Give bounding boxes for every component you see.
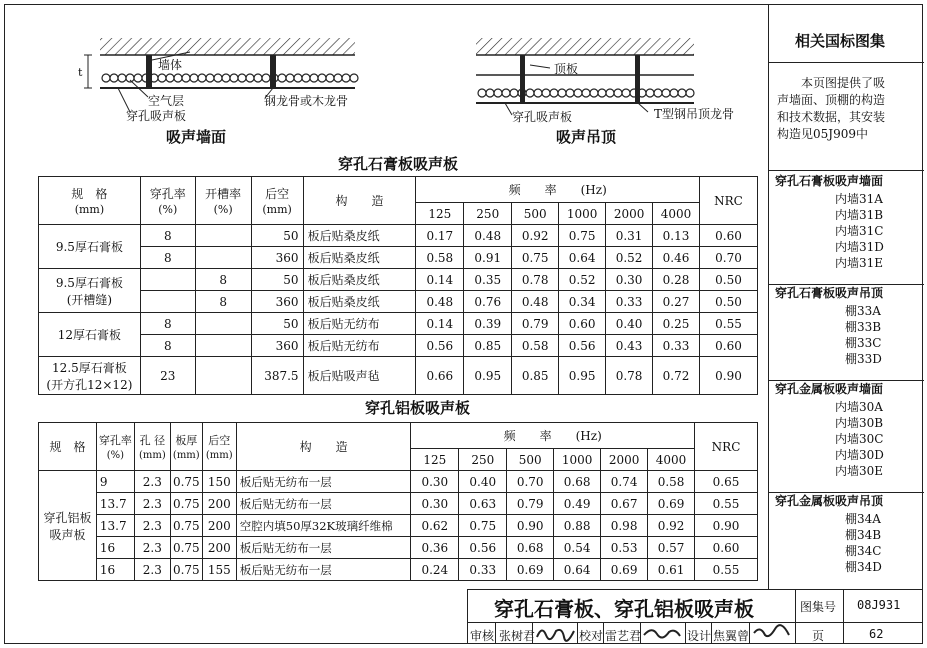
coef-cell: 0.69 [507,559,554,581]
perf-cell: 23 [140,357,195,395]
coef-cell: 0.27 [653,291,700,313]
coef-cell: 0.68 [507,537,554,559]
coef-cell: 0.78 [512,269,559,291]
gypsum-freq-header: 1000 [559,203,606,225]
design-label: 设计 [687,629,712,643]
gypsum-header-slot: 开槽率 (%) [195,177,251,225]
atlas-ref-item: 内墙31E [835,256,884,270]
nrc-cell: 0.60 [700,335,758,357]
alu-header-construct: 构 造 [236,423,411,471]
nrc-cell: 0.90 [700,357,758,395]
gypsum-spec: 12.5厚石膏板 [52,360,127,375]
coef-cell: 0.95 [559,357,606,395]
table-row [39,313,758,335]
construct-cell: 板后贴无纺布一层 [236,493,411,515]
cavity-cell: 387.5 [251,357,303,395]
coef-cell: 0.68 [554,471,601,493]
coef-cell: 0.75 [512,247,559,269]
slot-cell [195,357,251,395]
coef-cell: 0.88 [554,515,601,537]
panel-wave-bottom [102,78,358,82]
note-line: 声墙面、顶棚的构造 [777,93,886,107]
atlas-ref-item: 内墙30C [835,432,884,446]
gypsum-header-spec: 规 格 (mm) [39,177,141,225]
gypsum-freq-header: 4000 [653,203,700,225]
atlas-ref-item: 棚33C [845,336,882,350]
atlas-ref-item: 内墙31B [835,208,884,222]
construct-cell: 板后贴无纺布一层 [236,537,411,559]
tb-sep-4 [603,622,604,644]
alu-header-dia: 孔 径 (mm) [134,423,170,471]
alu-freq-header: 1000 [554,449,601,471]
atlas-ref-item: 内墙30D [835,448,884,462]
related-atlas-title: 相关国标图集 [795,32,886,50]
cavity-cell: 50 [251,313,303,335]
alu-header-freq: 频 率 (Hz) [411,423,695,449]
construct-cell: 板后贴桑皮纸 [303,269,416,291]
gypsum-freq-header: 2000 [606,203,653,225]
coef-cell: 0.75 [459,515,507,537]
gypsum-table-title: 穿孔石膏板吸声板 [338,155,459,173]
gypsum-spec-cell [39,269,141,313]
tb-sep-1 [495,622,496,644]
atlas-ref-item: 内墙31A [835,192,883,206]
cavity-cell: 360 [251,247,303,269]
perf-cell [140,269,195,291]
coef-cell: 0.53 [601,537,648,559]
alu-header-nrc: NRC [695,423,758,471]
cavity-cell: 155 [202,559,236,581]
atlas-ref-item: 内墙30B [835,416,884,430]
dia-cell: 2.3 [134,471,170,493]
coef-cell: 0.40 [606,313,653,335]
thick-cell: 0.75 [170,493,202,515]
cavity-cell: 200 [202,537,236,559]
perf-cell: 8 [140,247,195,269]
coef-cell: 0.30 [411,471,459,493]
perf-cell: 13.7 [96,515,134,537]
gypsum-header-perf: 穿孔率 (%) [140,177,195,225]
alu-header-spec: 规 格 [39,423,97,471]
thick-cell: 0.75 [170,537,202,559]
alu-spec-sub: 吸声板 [49,527,86,542]
dia-cell: 2.3 [134,559,170,581]
nrc-cell: 0.55 [695,493,758,515]
coef-cell: 0.17 [416,225,464,247]
aluminum-table-title: 穿孔铝板吸声板 [365,399,471,417]
table-row [39,357,758,395]
atlas-ref-item: 棚33B [845,320,882,334]
nrc-cell: 0.55 [695,559,758,581]
nrc-cell: 0.50 [700,269,758,291]
checker-name: 雷艺君 [605,629,642,643]
section-heading: 穿孔石膏板吸声吊顶 [775,286,884,300]
perf-cell: 16 [96,537,134,559]
tb-sep-3 [577,622,578,644]
atlas-ref-item: 棚34B [845,528,882,542]
perf-cell: 16 [96,559,134,581]
gypsum-header-construct: 构 造 [303,177,416,225]
nrc-cell: 0.50 [700,291,758,313]
note-line: 构造见05J909中 [777,127,868,141]
coef-cell: 0.33 [459,559,507,581]
atlas-no-label: 图集号 [800,600,837,614]
construct-cell: 板后贴桑皮纸 [303,291,416,313]
table-row [39,471,758,493]
coef-cell: 0.58 [512,335,559,357]
slot-cell [195,335,251,357]
gypsum-spec-cell [39,357,141,395]
cavity-cell: 150 [202,471,236,493]
cavity-cell: 50 [251,269,303,291]
coef-cell: 0.34 [559,291,606,313]
panel-wave-bottom [478,93,694,97]
alu-freq-header: 125 [411,449,459,471]
perf-cell: 9 [96,471,134,493]
coef-cell: 0.33 [653,335,700,357]
slot-cell: 8 [195,291,251,313]
ceiling-diagram-title: 吸声吊顶 [556,128,617,146]
note-line: 和技术数据，其安装 [777,110,886,124]
table-row [39,225,758,247]
cavity-cell: 200 [202,493,236,515]
coef-cell: 0.35 [464,269,512,291]
aluminum-absorption-table [38,422,758,581]
gypsum-spec-sub: (开方孔12×12) [46,377,133,392]
coef-cell: 0.54 [554,537,601,559]
tb-sep-8 [749,622,750,644]
slot-cell [195,247,251,269]
dia-cell: 2.3 [134,493,170,515]
tb-sep-6 [685,622,686,644]
gypsum-freq-header: 125 [416,203,464,225]
related-atlas-panel [768,4,924,590]
construct-cell: 板后贴桑皮纸 [303,247,416,269]
atlas-ref-item: 棚33D [845,352,882,366]
coef-cell: 0.98 [601,515,648,537]
gypsum-header-nrc: NRC [700,177,758,225]
perf-cell: 8 [140,225,195,247]
alu-spec-cell [39,471,97,581]
coef-cell: 0.30 [411,493,459,515]
dia-cell: 2.3 [134,537,170,559]
coef-cell: 0.92 [512,225,559,247]
title-block-vline-1 [795,589,796,644]
coef-cell: 0.56 [416,335,464,357]
section-heading: 穿孔石膏板吸声墙面 [775,174,884,188]
gypsum-freq-header: 250 [464,203,512,225]
wall-label-panel: 穿孔吸声板 [126,109,187,123]
title-block-vline-2 [843,589,844,644]
reviewer-signature [534,623,576,643]
coef-cell: 0.69 [648,493,695,515]
alu-freq-header: 250 [459,449,507,471]
reviewer-name: 张树君 [499,629,536,643]
alu-header-perf: 穿孔率 (%) [96,423,134,471]
tb-sep-5 [640,622,641,644]
ceiling-label-keel: T型钢吊顶龙骨 [654,107,735,121]
coef-cell: 0.63 [459,493,507,515]
designer-signature [751,623,793,643]
atlas-ref-item: 棚34C [845,544,882,558]
gypsum-spec-sub: (开槽缝) [66,292,113,307]
coef-cell: 0.25 [653,313,700,335]
section-heading: 穿孔金属板吸声吊顶 [775,494,884,508]
atlas-ref-item: 内墙31C [835,224,884,238]
coef-cell: 0.69 [601,559,648,581]
coef-cell: 0.52 [606,247,653,269]
nrc-cell: 0.90 [695,515,758,537]
coef-cell: 0.36 [411,537,459,559]
coef-cell: 0.72 [653,357,700,395]
slot-cell [195,225,251,247]
coef-cell: 0.31 [606,225,653,247]
panel-wave-top [478,89,694,93]
alu-header-thick: 板厚 (mm) [170,423,202,471]
page-label: 页 [812,629,825,643]
coef-cell: 0.33 [606,291,653,313]
table-row [39,335,758,357]
coef-cell: 0.79 [512,313,559,335]
nrc-cell: 0.55 [700,313,758,335]
wall-label-wall: 墙体 [158,58,183,72]
slot-cell: 8 [195,269,251,291]
construct-cell: 板后贴无纺布一层 [236,559,411,581]
table-row [39,559,758,581]
dia-cell: 2.3 [134,515,170,537]
coef-cell: 0.14 [416,313,464,335]
gypsum-spec: 9.5厚石膏板 [55,240,123,254]
coef-cell: 0.56 [459,537,507,559]
construct-cell: 板后贴无纺布 [303,335,416,357]
alu-header-cavity: 后空 (mm) [202,423,236,471]
gypsum-spec: 9.5厚石膏板 [55,275,123,290]
section-heading: 穿孔金属板吸声墙面 [775,382,884,396]
table-row [39,291,758,313]
coef-cell: 0.13 [653,225,700,247]
coef-cell: 0.28 [653,269,700,291]
tb-sep-7 [711,622,712,644]
coef-cell: 0.85 [512,357,559,395]
review-label: 审核 [470,629,495,643]
coef-cell: 0.30 [606,269,653,291]
wall-label-air: 空气层 [148,94,185,108]
wall-t-label: t [78,66,83,79]
coef-cell: 0.43 [606,335,653,357]
page-no: 62 [869,627,884,641]
nrc-cell: 0.70 [700,247,758,269]
gypsum-spec: 12厚石膏板 [57,328,122,342]
atlas-ref-item: 棚34A [845,512,881,526]
perf-cell: 8 [140,313,195,335]
tb-sep-2 [532,622,533,644]
thick-cell: 0.75 [170,515,202,537]
table-row [39,537,758,559]
construct-cell: 板后贴吸声毡 [303,357,416,395]
coef-cell: 0.48 [512,291,559,313]
coef-cell: 0.67 [601,493,648,515]
coef-cell: 0.48 [416,291,464,313]
note-line: 本页图提供了吸 [801,76,886,90]
coef-cell: 0.49 [554,493,601,515]
wall-label-keel: 钢龙骨或木龙骨 [264,94,349,108]
coef-cell: 0.58 [416,247,464,269]
cavity-cell: 200 [202,515,236,537]
table-row [39,515,758,537]
perf-cell: 8 [140,335,195,357]
coef-cell: 0.91 [464,247,512,269]
coef-cell: 0.76 [464,291,512,313]
coef-cell: 0.64 [559,247,606,269]
atlas-ref-item: 棚34D [845,560,882,574]
atlas-ref-item: 内墙31D [835,240,884,254]
coef-cell: 0.39 [464,313,512,335]
gypsum-freq-header: 500 [512,203,559,225]
checker-signature [642,623,682,643]
cavity-cell: 50 [251,225,303,247]
coef-cell: 0.75 [559,225,606,247]
coef-cell: 0.57 [648,537,695,559]
coef-cell: 0.92 [648,515,695,537]
coef-cell: 0.40 [459,471,507,493]
coef-cell: 0.60 [559,313,606,335]
perf-cell [140,291,195,313]
coef-cell: 0.58 [648,471,695,493]
coef-cell: 0.14 [416,269,464,291]
atlas-ref-item: 棚33A [845,304,881,318]
slot-cell [195,313,251,335]
thick-cell: 0.75 [170,559,202,581]
perf-cell: 13.7 [96,493,134,515]
ceiling-label-top: 顶板 [554,62,579,76]
coef-cell: 0.62 [411,515,459,537]
atlas-ref-item: 内墙30E [835,464,884,478]
coef-cell: 0.79 [507,493,554,515]
construct-cell: 空腔内填50厚32K玻璃纤维棉 [236,515,411,537]
ceiling-label-panel: 穿孔吸声板 [512,110,573,124]
coef-cell: 0.52 [559,269,606,291]
cavity-cell: 360 [251,291,303,313]
coef-cell: 0.48 [464,225,512,247]
table-row [39,493,758,515]
coef-cell: 0.64 [554,559,601,581]
construct-cell: 板后贴桑皮纸 [303,225,416,247]
alu-spec: 穿孔铝板 [43,510,92,525]
coef-cell: 0.70 [507,471,554,493]
nrc-cell: 0.60 [700,225,758,247]
coef-cell: 0.74 [601,471,648,493]
atlas-no: 08J931 [857,598,901,612]
atlas-ref-item: 内墙30A [835,400,883,414]
alu-freq-header: 500 [507,449,554,471]
coef-cell: 0.66 [416,357,464,395]
alu-freq-header: 4000 [648,449,695,471]
wall-section-diagram [70,30,390,148]
gypsum-absorption-table [38,176,758,395]
coef-cell: 0.78 [606,357,653,395]
cavity-cell: 360 [251,335,303,357]
wall-diagram-title: 吸声墙面 [166,128,227,146]
alu-freq-header: 2000 [601,449,648,471]
coef-cell: 0.90 [507,515,554,537]
gypsum-spec-cell [39,313,141,357]
gypsum-header-cavity: 后空 (mm) [251,177,303,225]
coef-cell: 0.95 [464,357,512,395]
nrc-cell: 0.65 [695,471,758,493]
nrc-cell: 0.60 [695,537,758,559]
check-label: 校对 [579,629,604,643]
drawing-title: 穿孔石膏板、穿孔铝板吸声板 [494,597,754,621]
gypsum-header-freq: 频 率 (Hz) [416,177,700,203]
table-row [39,247,758,269]
coef-cell: 0.24 [411,559,459,581]
coef-cell: 0.85 [464,335,512,357]
panel-wave-top [102,74,358,78]
coef-cell: 0.56 [559,335,606,357]
coef-cell: 0.61 [648,559,695,581]
thick-cell: 0.75 [170,471,202,493]
construct-cell: 板后贴无纺布 [303,313,416,335]
gypsum-spec-cell [39,225,141,269]
designer-name: 焦翼曾 [713,629,750,643]
construct-cell: 板后贴无纺布一层 [236,471,411,493]
table-row [39,269,758,291]
coef-cell: 0.46 [653,247,700,269]
